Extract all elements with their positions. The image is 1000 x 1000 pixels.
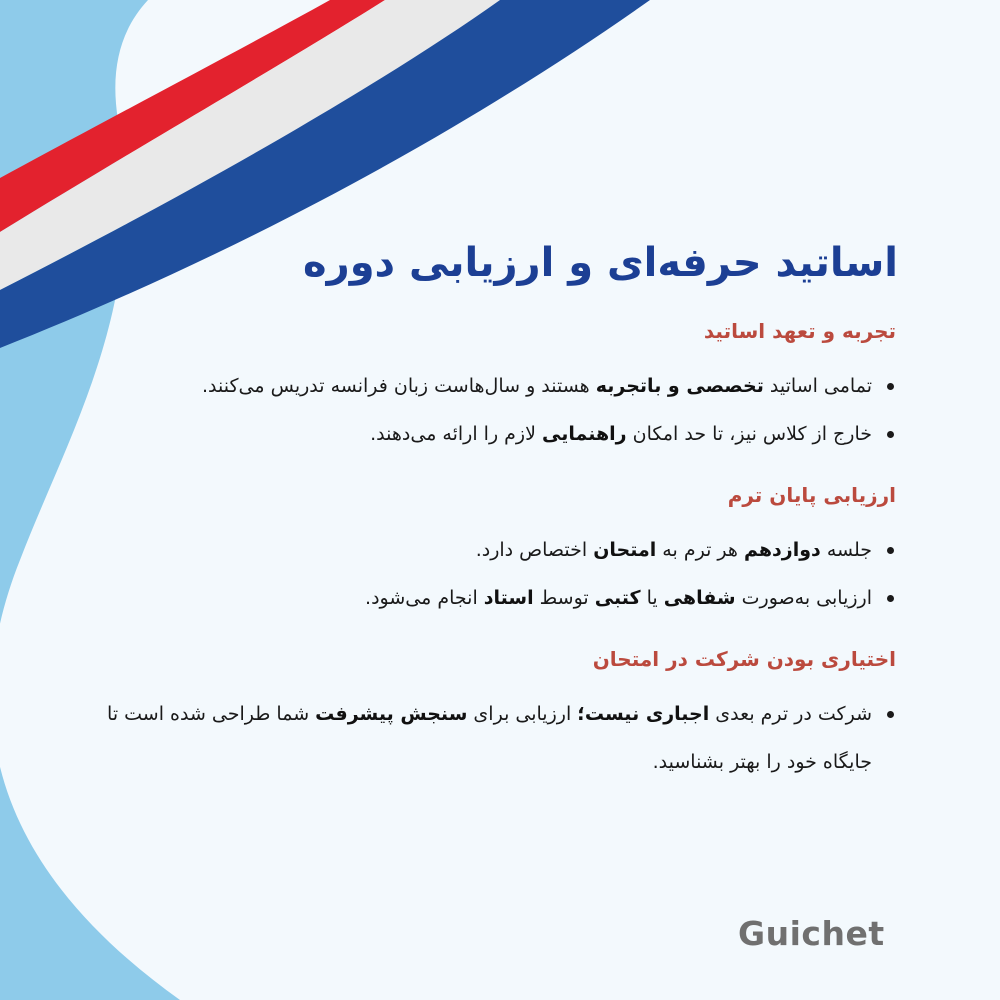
- section-heading: ارزیابی پایان ترم: [727, 483, 896, 507]
- section-heading: اختیاری بودن شرکت در امتحان: [592, 647, 896, 671]
- list-item: [90, 574, 872, 622]
- content-area: [90, 232, 900, 786]
- bullet-list: [90, 690, 900, 786]
- section-instructors: [90, 316, 900, 458]
- section-heading: تجربه و تعهد اساتید: [703, 319, 896, 343]
- item-emphasis: شفاهی: [663, 587, 736, 609]
- item-emphasis: اجباری نیست؛: [577, 703, 710, 725]
- item-emphasis: تخصصی و باتجربه: [595, 375, 764, 397]
- item-text: هر ترم به: [656, 539, 744, 561]
- bullet-list: [90, 362, 900, 458]
- item-text: لازم را ارائه می‌دهند.: [370, 423, 542, 445]
- section-optional-exam: [90, 644, 900, 786]
- item-text: شرکت در ترم بعدی: [709, 703, 872, 725]
- item-text: ارزیابی به‌صورت: [735, 587, 872, 609]
- item-text: انجام می‌شود.: [365, 587, 484, 609]
- item-emphasis: سنجش پیشرفت: [315, 703, 468, 725]
- list-item: [90, 410, 872, 458]
- brand-logo: Guichet: [738, 914, 885, 953]
- item-emphasis: استاد: [483, 587, 534, 609]
- bullet-list: [90, 526, 900, 622]
- list-item: [90, 690, 872, 786]
- section-final-evaluation: [90, 480, 900, 622]
- list-item: [90, 526, 872, 574]
- item-text: اختصاص دارد.: [475, 539, 594, 561]
- item-text: یا: [640, 587, 664, 609]
- list-item: [90, 362, 872, 410]
- item-emphasis: امتحان: [593, 539, 657, 561]
- item-text: تمامی اساتید: [763, 375, 872, 397]
- item-emphasis: کتبی: [594, 587, 641, 609]
- page-title: اساتید حرفه‌ای و ارزیابی دوره: [303, 240, 898, 286]
- item-text: خارج از کلاس نیز، تا حد امکان: [626, 423, 872, 445]
- item-text: جلسه: [820, 539, 872, 561]
- item-text: شما طراحی شده است تا جایگاه خود را بهتر بشناسید.: [107, 703, 872, 773]
- item-text: ارزیابی برای: [467, 703, 578, 725]
- item-text: هستند و سال‌هاست زبان فرانسه تدریس می‌کنند.: [202, 375, 596, 397]
- item-text: توسط: [533, 587, 595, 609]
- item-emphasis: راهنمایی: [541, 423, 627, 445]
- item-emphasis: دوازدهم: [743, 539, 821, 561]
